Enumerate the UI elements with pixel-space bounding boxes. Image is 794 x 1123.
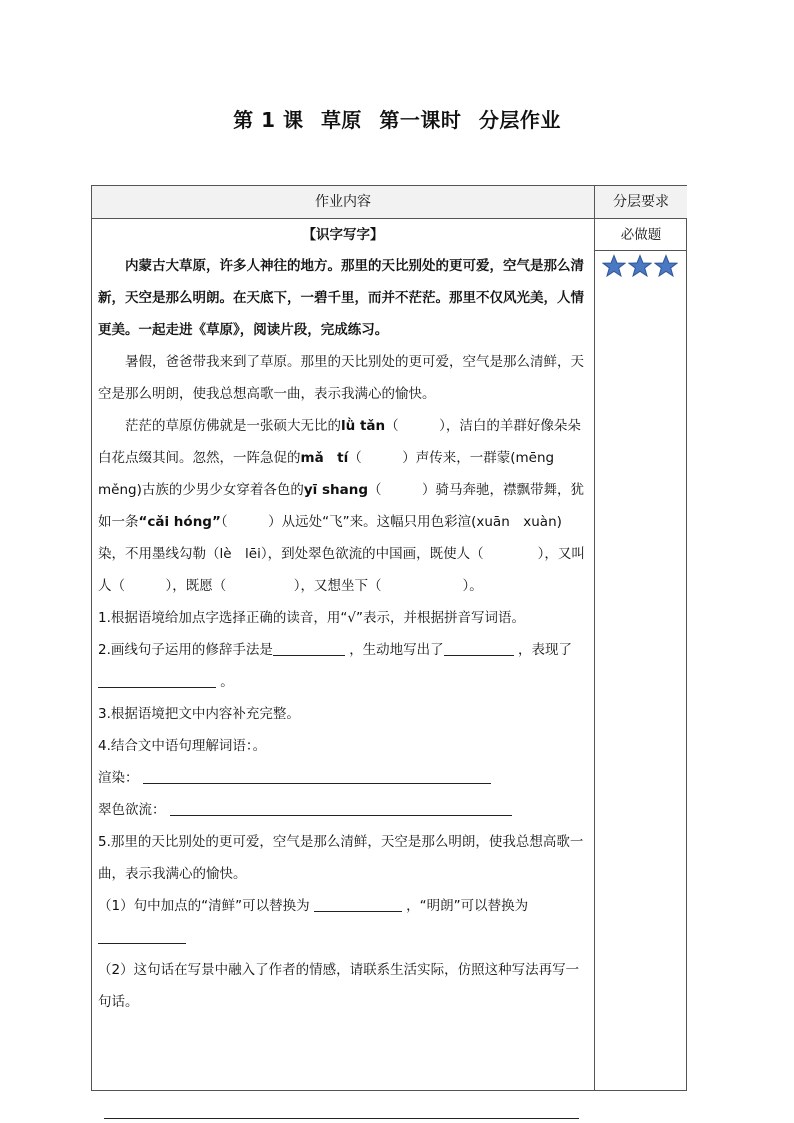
- question-4: 4.结合文中语句理解词语：。: [98, 738, 267, 754]
- pinyin-meng: (mēng měng): [98, 450, 568, 498]
- difficulty-stars: [602, 254, 682, 278]
- star-icon: [602, 254, 626, 278]
- homework-type: 分层作业: [478, 108, 561, 132]
- question-2: 2.画线句子运用的修辞手法是 ，生动地写出了 ，表现了 。: [98, 634, 588, 698]
- homework-table: [91, 185, 687, 1091]
- pinyin-le: （lè lēi）: [206, 546, 268, 562]
- star-icon: [654, 254, 678, 278]
- header-content-cell: 作业内容: [92, 186, 594, 218]
- question-3: 3.根据语境把文中内容补充完整。: [98, 706, 300, 722]
- star-icon: [628, 254, 652, 278]
- pinyin-yishang: yī shang: [303, 482, 369, 498]
- requirement-label: 必做题: [620, 227, 662, 243]
- requirement-divider: [594, 250, 686, 251]
- pinyin-xuan: (xuān xuàn): [471, 514, 562, 530]
- question-4-word-1: 渲染：: [98, 762, 588, 794]
- header-divider: [92, 218, 686, 219]
- lesson-number: 第 1 课: [233, 108, 304, 132]
- question-4-word-2: 翠色欲流：: [98, 794, 588, 826]
- answer-blank[interactable]: [444, 637, 514, 656]
- pinyin-caihong: “cǎi hóng”: [138, 514, 221, 530]
- answer-blank[interactable]: [314, 893, 402, 912]
- answer-blank[interactable]: [170, 797, 512, 816]
- page-title: [0, 104, 794, 133]
- passage-paragraph-2: 茫茫的草原仿佛就是一张硕大无比的lǜ tǎn（ ），洁白的羊群好像朵朵白花点缀其间。忽然，一阵急促的mǎ tí（ ）声传来，一群蒙(mēng měng)古族的少男少女穿着各色的yī shang（ ）骑马奔驰，襟飘带舞，犹如一条“cǎi hóng”（ ）从远处“飞”来。这幅只用色彩渲(xuān xuàn)染，不用墨线勾勒（lè lēi），到处翠色欲流的中国画，既使人（ ），又叫人（ ），既愿（ ），又想坐下（ ）。: [98, 418, 585, 594]
- pinyin-mati: mǎ tí: [300, 450, 349, 466]
- answer-blank[interactable]: [98, 669, 216, 688]
- column-divider: [594, 186, 595, 1090]
- question-5-part-1: （1）句中加点的“清鲜”可以替换为 ，“明朗”可以替换为: [98, 890, 588, 954]
- question-5: 5.那里的天比别处的更可爱，空气是那么清鲜，天空是那么明朗，使我总想高歌一曲，表示我满心的愉快。: [98, 834, 584, 882]
- passage-paragraph-1: 暑假，爸爸带我来到了草原。那里的天比别处的更可爱，空气是那么清鲜，天空是那么明朗，使我总想高歌一曲，表示我满心的愉快。: [98, 354, 584, 402]
- pinyin-lvtan: lǜ tǎn: [341, 418, 386, 434]
- question-1: 1.根据语境给加点字选择正确的读音，用“√”表示，并根据拼音写词语。: [98, 610, 525, 626]
- answer-blank[interactable]: [143, 765, 491, 784]
- homework-content: [98, 220, 588, 1018]
- section-heading: 【识字写字】: [302, 227, 384, 243]
- intro-paragraph: 内蒙古大草原，许多人神往的地方。那里的天比别处的更可爱，空气是那么清新，天空是那么明朗。在天底下，一碧千里，而并不茫茫。那里不仅风光美，人情更美。一起走进《草原》，阅读片段，完成练习。: [98, 258, 584, 338]
- question-5-part-2: （2）这句话在写景中融入了作者的情感，请联系生活实际，仿照这种写法再写一句话。: [98, 962, 580, 1010]
- answer-blank[interactable]: [273, 637, 345, 656]
- lesson-name: 草原: [320, 108, 362, 132]
- header-level-cell: 分层要求: [595, 186, 687, 218]
- answer-line[interactable]: [104, 1118, 579, 1119]
- answer-blank[interactable]: [98, 925, 186, 944]
- lesson-period: 第一课时: [379, 108, 462, 132]
